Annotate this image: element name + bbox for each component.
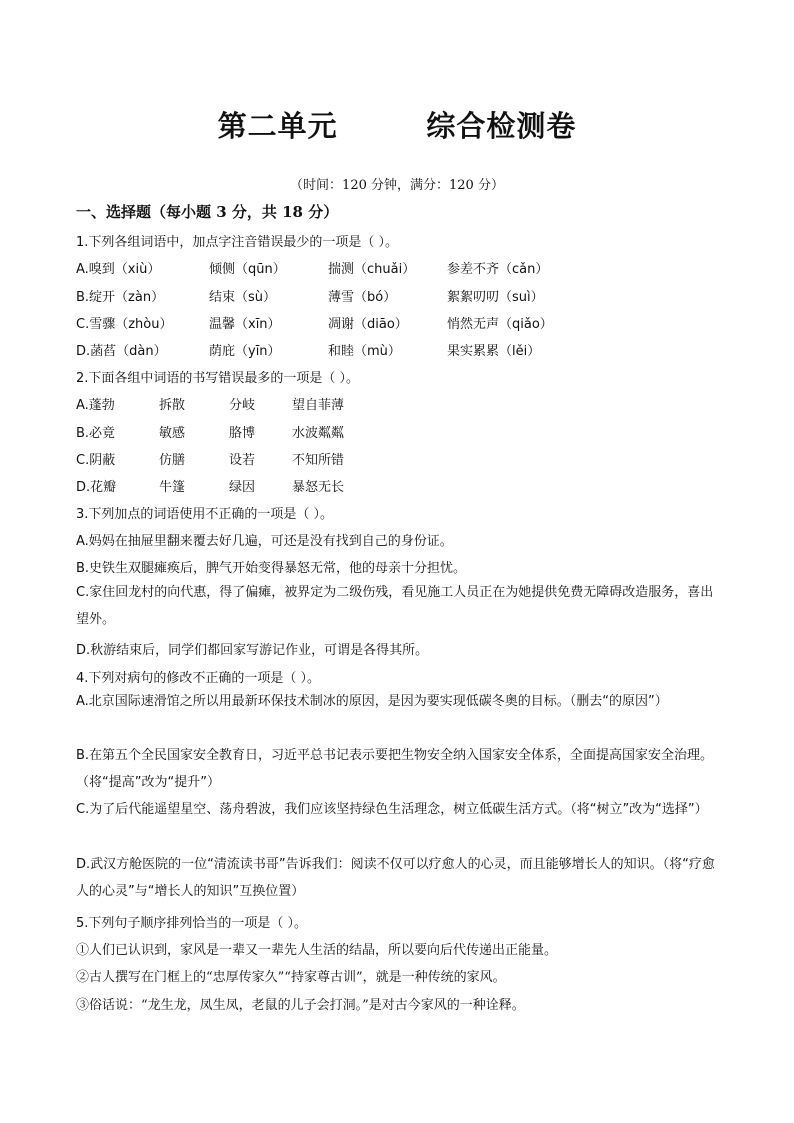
option-cell: 和睦（mù） xyxy=(328,344,401,359)
question-4-option-a: A.北京国际速滑馆之所以用最新环保技术制冰的原因，是因为要实现低碳冬奥的目标。（删去“的原因”） xyxy=(76,694,668,709)
question-4-stem: 4.下列对病句的修改不正确的一项是（ ）。 xyxy=(76,671,321,686)
option-cell: 水波粼粼 xyxy=(292,426,345,441)
option-cell: 敏感 xyxy=(159,426,186,441)
option-cell: C.雪骤（zhòu） xyxy=(76,317,173,332)
option-cell: C.阴蔽 xyxy=(76,453,116,468)
option-cell: 倾侧（qūn） xyxy=(209,262,286,277)
option-cell: 荫庇（yīn） xyxy=(209,344,281,359)
question-3-option-a: A.妈妈在抽屉里翻来覆去好几遍，可还是没有找到自己的身份证。 xyxy=(76,534,453,549)
option-cell: 温馨（xīn） xyxy=(209,317,281,332)
option-cell: 胳博 xyxy=(229,426,256,441)
option-cell: 薄雪（bó） xyxy=(328,290,397,305)
exam-info: （时间：120 分钟，满分：120 分） xyxy=(290,178,504,193)
option-cell: 结束（sù） xyxy=(209,290,277,305)
page-title: 第二单元 综合检测卷 xyxy=(217,109,577,143)
question-4-option-b: B.在第五个全民国家安全教育日，习近平总书记表示要把生物安全纳入国家安全体系，全面提高国家安全治理。（将“提高”改为“提升”） xyxy=(76,748,714,790)
option-cell: 悄然无声（qiǎo） xyxy=(447,317,553,332)
question-3-stem: 3.下列加点的词语使用不正确的一项是（ ）。 xyxy=(76,507,334,522)
option-cell: A.嗅到（xiù） xyxy=(76,262,161,277)
option-cell: D.菡萏（dàn） xyxy=(76,344,167,359)
question-4-option-d: D.武汉方舱医院的一位“清流读书哥”告诉我们：阅读不仅可以疗愈人的心灵，而且能够增长人的知识。（将“疗愈人的心灵”与“增长人的知识”互换位置） xyxy=(76,857,715,899)
question-1-stem: 1.下列各组词语中，加点字注音错误最少的一项是（ ）。 xyxy=(76,235,399,250)
question-5-stem: 5.下列句子顺序排列恰当的一项是（ ）。 xyxy=(76,916,308,931)
option-cell: 暴怒无长 xyxy=(292,480,345,495)
option-cell: 分岐 xyxy=(229,398,256,413)
option-cell: 不知所错 xyxy=(292,453,345,468)
option-cell: B.必竟 xyxy=(76,426,116,441)
option-cell: 拆散 xyxy=(159,398,186,413)
option-cell: 揣测（chuǎi） xyxy=(328,262,416,277)
option-cell: 絮絮叨叨（suì） xyxy=(447,290,544,305)
option-cell: 参差不齐（cǎn） xyxy=(447,262,549,277)
section-heading: 一、选择题（每小题 3 分，共 18 分） xyxy=(76,203,339,221)
option-cell: 望自菲薄 xyxy=(292,398,345,413)
question-2-stem: 2.下面各组中词语的书写错误最多的一项是（ ）。 xyxy=(76,371,360,386)
question-5-sentence-1: ①人们已认识到，家风是一辈又一辈先人生活的结晶，所以要向后代传递出正能量。 xyxy=(76,943,558,958)
question-3-option-c: C.家住回龙村的向代惠，得了偏瘫，被界定为二级伤残，看见施工人员正在为她提供免费无障碍改造服务，喜出望外。 xyxy=(76,585,714,627)
option-cell: B.绽开（zàn） xyxy=(76,290,165,305)
option-cell: A.蓬勃 xyxy=(76,398,115,413)
option-cell: 凋谢（diāo） xyxy=(328,317,408,332)
option-cell: D.花瓣 xyxy=(76,480,117,495)
option-cell: 果实累累（lěi） xyxy=(447,344,541,359)
option-cell: 绿因 xyxy=(229,480,256,495)
question-3-option-d: D.秋游结束后，同学们都回家写游记作业，可谓是各得其所。 xyxy=(76,643,429,658)
question-3-option-b: B.史铁生双腿瘫痪后，脾气开始变得暴怒无常，他的母亲十分担忧。 xyxy=(76,561,467,576)
question-4-option-c: C.为了后代能遥望星空、荡舟碧波，我们应该坚持绿色生活理念，树立低碳生活方式。（将“树立”改为“选择”） xyxy=(76,802,708,817)
option-cell: 牛篷 xyxy=(159,480,186,495)
option-cell: 设若 xyxy=(229,453,256,468)
option-cell: 仿膳 xyxy=(159,453,186,468)
question-5-sentence-2: ②古人撰写在门框上的“忠厚传家久”“持家尊古训”，就是一种传统的家风。 xyxy=(76,970,506,985)
question-5-sentence-3: ③俗话说：“龙生龙，凤生凤，老鼠的儿子会打洞。”是对古今家风的一种诠释。 xyxy=(76,998,525,1013)
